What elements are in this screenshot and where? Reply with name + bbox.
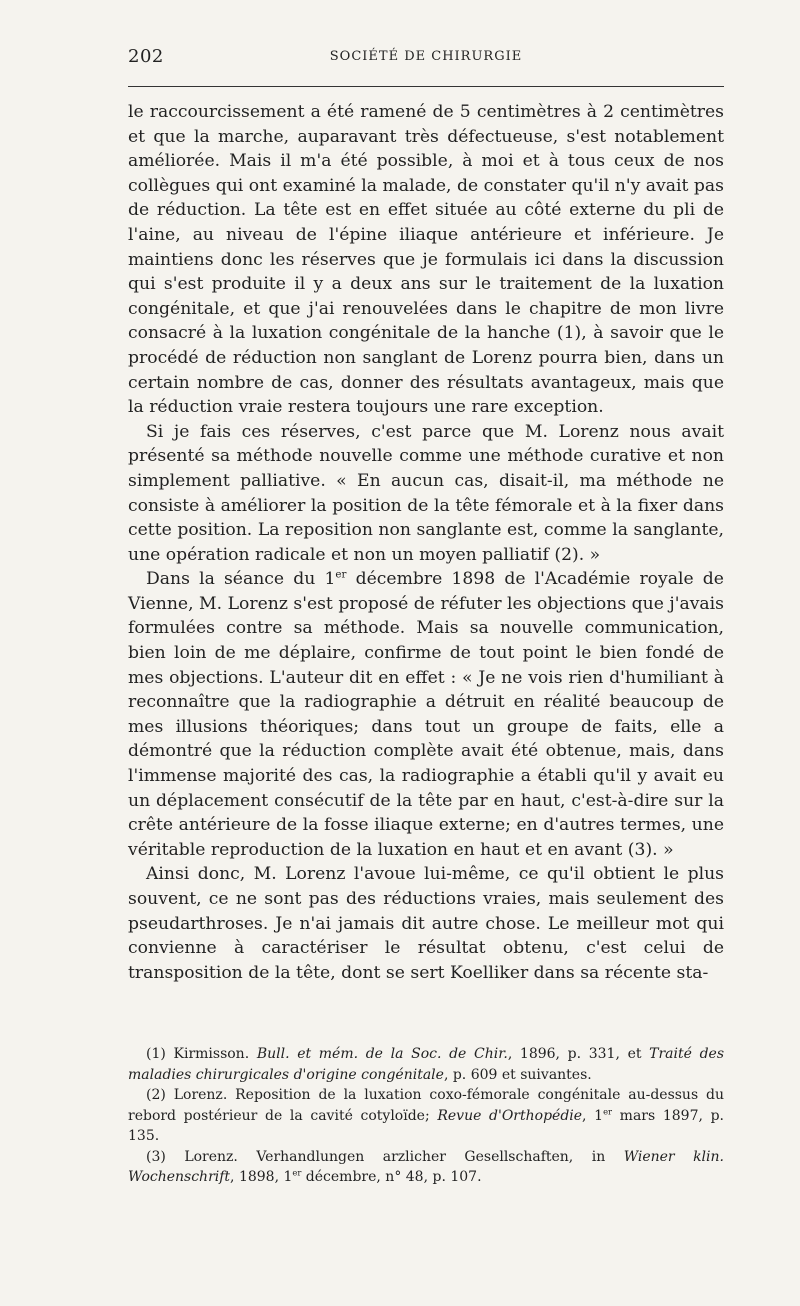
paragraph-2-text: Si je fais ces réserves, c'est parce que M. Lorenz nous avait présenté sa méthode nouvelle comme une méthode curative et non simplement palliative. « En aucun cas, disait-il, ma méthode ne consiste à améliorer la position de la tête fémorale et à la fixer dans cette position. La reposition non sanglante est, comme la sanglante, une opération radicale et non un moyen palliatif (2). »	[128, 421, 724, 565]
header-rule	[128, 86, 724, 87]
footnote-2-text2: mars 1897, p. 135.	[128, 1107, 724, 1144]
footnote-2-sup: er	[603, 1105, 613, 1116]
footnote-3-text2: décembre, n° 48, p. 107.	[301, 1169, 482, 1185]
paragraph-3-lead: Dans la séance du 1	[146, 569, 336, 590]
paragraph-3-sup: er	[335, 568, 347, 581]
footnote-3-sup: er	[292, 1167, 302, 1178]
page-header	[128, 46, 724, 68]
footnote-2-title: Reposition de la luxation coxo-fémorale congénitale au-dessus du rebord postérieur de la cavité cotyloïde;	[128, 1087, 724, 1124]
footnote-1-author: Kirmisson.	[165, 1046, 257, 1062]
footnote-1-journal: Bull. et mém. de la Soc. de Chir.	[256, 1046, 508, 1062]
footnote-3-marker: (3)	[146, 1148, 166, 1165]
footnote-3-text1: , 1898, 1	[230, 1169, 293, 1185]
footnote-3-author: Lorenz.	[165, 1148, 257, 1165]
paragraph-4	[128, 862, 724, 985]
footnotes	[128, 1044, 724, 1188]
footnote-2-text1: , 1	[582, 1107, 604, 1124]
paragraph-2	[128, 420, 724, 568]
footnote-2-author: Lorenz.	[165, 1087, 236, 1103]
footnote-1-book: Traité des maladies chirurgicales d'origine congénitale	[128, 1046, 725, 1083]
footnote-2	[128, 1085, 724, 1147]
paragraph-4-text: Ainsi donc, M. Lorenz l'avoue lui-même, ce qu'il obtient le plus souvent, ce ne sont pas des réductions vraies, mais seulement des pseudarthroses. Je n'ai jamais dit autre chose. Le meilleur mot qui convienne à caractériser le résultat obtenu, c'est celui de transposition de la tête, dont se sert Koelliker dans sa récente sta-	[128, 864, 724, 983]
footnote-3-journal: Wiener klin. Wochenschrift	[128, 1148, 724, 1185]
footnote-3-title: Verhandlungen arzlicher Gesellschaften, in	[256, 1148, 624, 1165]
paragraph-3	[128, 567, 724, 862]
page-number: 202	[128, 46, 164, 67]
body-text	[128, 100, 724, 985]
footnote-1-text2: , p. 609 et suivantes.	[443, 1066, 592, 1083]
footnote-2-marker: (2)	[146, 1087, 166, 1103]
footnote-1-text1: , 1896, p. 331, et	[507, 1046, 650, 1062]
footnote-1-marker: (1)	[146, 1046, 166, 1062]
paragraph-1	[128, 100, 724, 420]
footnote-3	[128, 1147, 724, 1188]
paragraph-1-text: le raccourcissement a été ramené de 5 centimètres à 2 centimètres et que la marche, auparavant très défectueuse, s'est notablement améliorée. Mais il m'a été possible, à moi et à tous ceux de nos collègues qui ont examiné la malade, de constater qu'il n'y avait pas de réduction. La tête est en effet située au côté externe du pli de l'aine, au niveau de l'épine iliaque antérieure et inférieure. Je maintiens donc les réserves que je formulais ici dans la discussion qui s'est produite il y a deux ans sur le traitement de la luxation congénitale, et que j'ai renouvelées dans le chapitre de mon livre consacré à la luxation congénitale de la hanche (1), à savoir que le procédé de réduction non sanglant de Lorenz pourra bien, dans un certain nombre de cas, donner des résultats avantageux, mais que la réduction vraie restera toujours une rare exception.	[128, 102, 724, 418]
paragraph-3-text: décembre 1898 de l'Académie royale de Vienne, M. Lorenz s'est proposé de réfuter les objections que j'avais formulées contre sa méthode. Mais sa nouvelle communication, bien loin de me déplaire, confirme de tout point le bien fondé de mes objections. L'auteur dit en effet : « Je ne vois rien d'humiliant à reconnaître que la radiographie a détruit en réalité beaucoup de mes illusions théoriques; dans tout un groupe de faits, elle a démontré que la réduction complète avait été obtenue, mais, dans l'immense majorité des cas, la radiographie a établi qu'il y avait eu un déplacement consécutif de la tête par en haut, c'est-à-dire sur la crête antérieure de la fosse iliaque externe; en d'autres termes, une véritable reproduction de la luxation en haut et en avant (3). »	[128, 569, 724, 860]
footnote-2-journal: Revue d'Orthopédie	[437, 1107, 583, 1124]
running-head: SOCIÉTÉ DE CHIRURGIE	[329, 49, 523, 64]
footnote-1	[128, 1044, 724, 1085]
